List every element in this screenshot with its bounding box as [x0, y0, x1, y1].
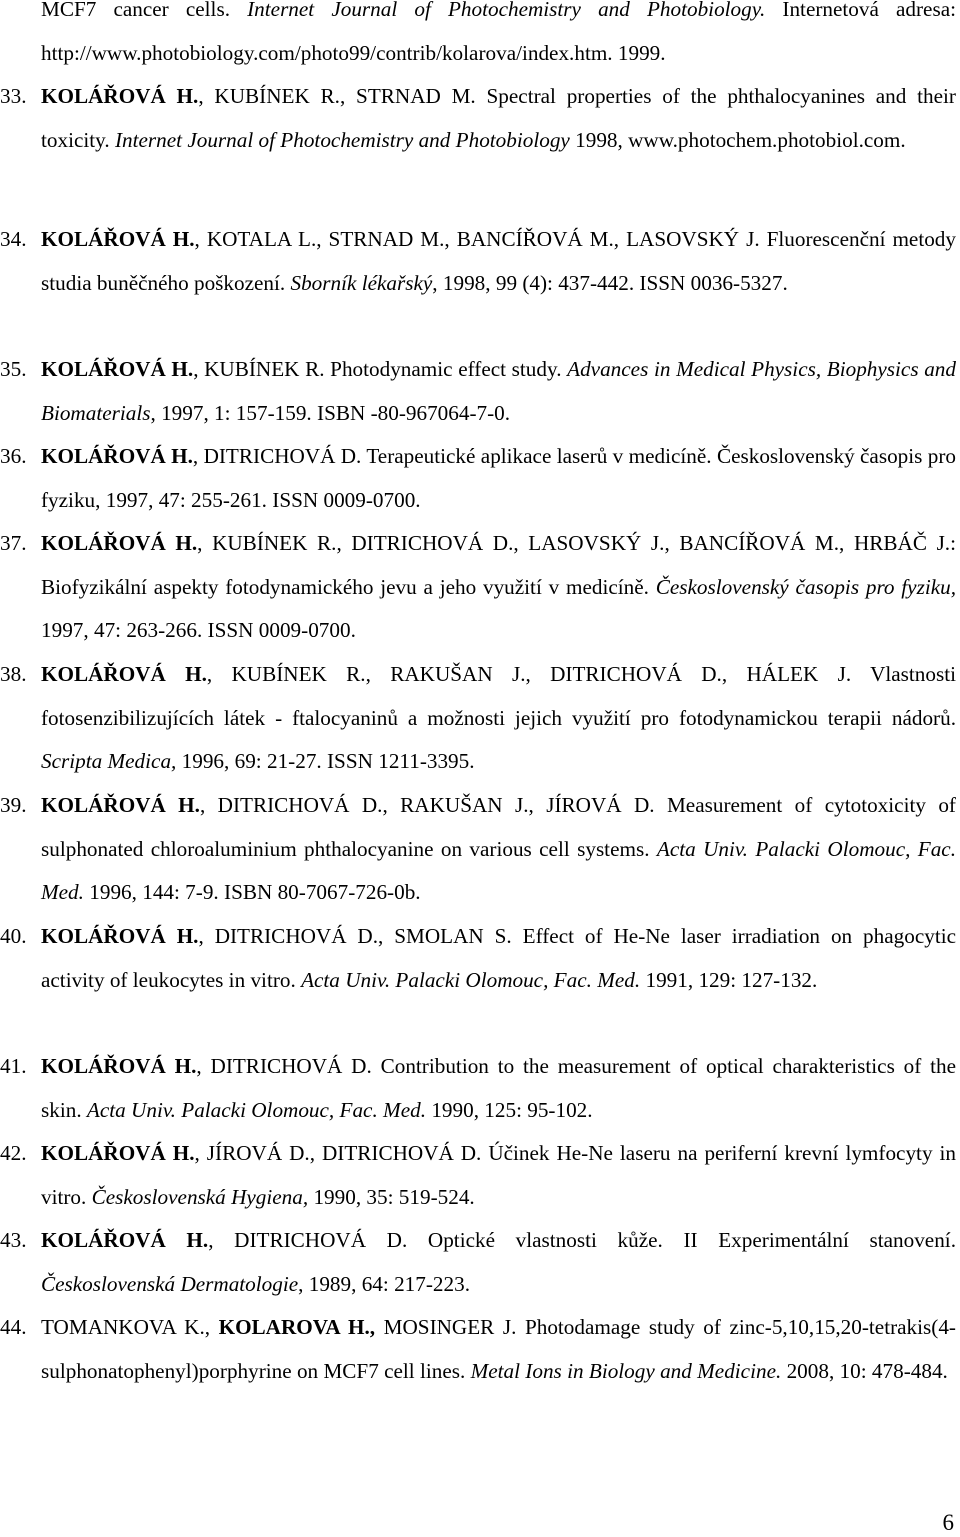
ref-title: Terapeutické aplikace laserů v medicíně.	[361, 444, 717, 468]
ref-text: Internetová adresa: http://www.photobiology.com/photo99/contrib/kolarova/index.htm. 1999.	[41, 0, 956, 65]
ref-journal: Československý časopis pro fyziku,	[655, 574, 956, 599]
ref-journal: Sborník lékařský	[290, 270, 433, 295]
ref-journal: Internet Journal of Photochemistry and Photobiology	[114, 127, 570, 152]
reference-41	[0, 1045, 957, 1132]
ref-number: 40.	[0, 924, 27, 948]
ref-rest: 1996, 144: 7-9. ISBN 80-7067-726-0b.	[83, 880, 421, 904]
ref-rest: 2008, 10: 478-484.	[781, 1358, 948, 1383]
ref-journal: Internet Journal of Photochemistry and Photobiology.	[247, 0, 766, 21]
ref-authors: , KUBÍNEK R.	[193, 357, 325, 381]
ref-authors: , DITRICHOVÁ D., RAKUŠAN J., JÍROVÁ D.	[199, 793, 655, 817]
ref-title: Účinek He-Ne laseru na periferní krevní lymfocyty in vitro.	[41, 1141, 956, 1209]
ref-bold-author: KOLÁŘOVÁ H.	[41, 227, 195, 251]
ref-title: Contribution to the measurement of optical charakteristics of the skin.	[41, 1054, 957, 1122]
reference-42	[0, 1132, 956, 1219]
ref-bold-author: KOLÁŘOVÁ H.	[41, 531, 198, 555]
ref-number: 33.	[0, 84, 27, 108]
ref-bold-author: KOLÁŘOVÁ H.	[41, 1141, 195, 1165]
reference-43	[0, 1219, 956, 1306]
ref-rest: Československý časopis pro fyziku, 1997, 47: 255-261. ISSN 0009-0700.	[41, 444, 956, 512]
ref-bold-author: KOLÁŘOVÁ H.	[41, 84, 199, 108]
ref-title: Photodynamic effect study.	[324, 357, 568, 381]
ref-title: Optické vlastnosti kůže. II Experimentální stanovení.	[407, 1228, 956, 1252]
ref-number: 42.	[0, 1141, 27, 1165]
ref-bold-author: KOLÁŘOVÁ H.	[41, 793, 200, 817]
ref-title: Vlastnosti fotosenzibilizujících látek - ftalocyaninů a možnosti jejich využití pro fotodynamickou terapii nádorů.	[41, 662, 957, 730]
reference-continued	[41, 0, 956, 75]
ref-authors: , JÍROVÁ D., DITRICHOVÁ D.	[194, 1141, 482, 1165]
ref-authors: , KUBÍNEK R., STRNAD M.	[198, 84, 476, 108]
ref-title: : Biofyzikální aspekty fotodynamického jevu a jeho využití v medicíně.	[41, 531, 956, 599]
ref-authors: , KUBÍNEK R., RAKUŠAN J., DITRICHOVÁ D., HÁLEK J.	[206, 662, 852, 686]
ref-number: 38.	[0, 662, 27, 686]
ref-number: 35.	[0, 357, 27, 381]
ref-rest: , 1997, 1: 157-159. ISBN -80-967064-7-0.	[150, 400, 511, 425]
ref-text: MCF7 cancer cells.	[41, 0, 248, 21]
ref-title: Effect of He-Ne laser irradiation on phagocytic activity of leukocytes in vitro.	[41, 924, 956, 992]
ref-journal: Československá Hygiena,	[91, 1184, 309, 1209]
ref-journal: Acta Univ. Palacki Olomouc, Fac. Med.	[86, 1097, 427, 1122]
ref-journal: Acta Univ. Palacki Olomouc, Fac. Med.	[41, 836, 957, 904]
reference-33	[0, 75, 956, 162]
ref-rest: , 1998, 99 (4): 437-442. ISSN 0036-5327.	[432, 270, 788, 295]
ref-journal: Československá Dermatologie	[41, 1271, 299, 1296]
ref-pre-author: TOMANKOVA K.,	[41, 1315, 219, 1339]
ref-number: 43.	[0, 1228, 27, 1252]
ref-authors: , KUBÍNEK R., DITRICHOVÁ D., LASOVSKÝ J., BANCÍŘOVÁ M., HRBÁČ J.	[197, 531, 951, 555]
ref-number: 36.	[0, 444, 27, 468]
reference-44	[0, 1306, 956, 1393]
ref-authors: , DITRICHOVÁ D.	[208, 1228, 408, 1252]
reference-36	[0, 435, 956, 522]
ref-title: Photodamage study of zinc-5,10,15,20-tetrakis(4-sulphonatophenyl)porphyrine on MCF7 cell lines.	[41, 1315, 956, 1383]
ref-bold-author: KOLÁŘOVÁ H.	[41, 444, 193, 468]
ref-authors: , DITRICHOVÁ D., SMOLAN S.	[198, 924, 512, 948]
ref-authors: , KOTALA L., STRNAD M., BANCÍŘOVÁ M., LASOVSKÝ J.	[194, 227, 760, 251]
reference-37	[0, 522, 956, 653]
ref-number: 39.	[0, 793, 27, 817]
ref-rest: , 1989, 64: 217-223.	[298, 1271, 470, 1296]
ref-number: 41.	[0, 1054, 27, 1078]
ref-journal: Acta Univ. Palacki Olomouc, Fac. Med.	[301, 967, 641, 992]
ref-journal: Advances in Medical Physics, Biophysics and Biomaterials	[41, 357, 956, 425]
page-number: 6	[942, 1510, 954, 1535]
ref-number: 44.	[0, 1315, 27, 1339]
ref-title: Fluorescenční metody studia buněčného poškození.	[41, 227, 956, 295]
ref-bold-author: KOLÁŘOVÁ H.	[41, 357, 194, 381]
ref-rest: 1996, 69: 21-27. ISSN 1211-3395.	[176, 749, 475, 773]
reference-35	[0, 348, 956, 435]
ref-journal: Scripta Medica,	[41, 749, 177, 773]
ref-number: 34.	[0, 227, 27, 251]
ref-rest: 1990, 125: 95-102.	[426, 1097, 593, 1122]
ref-rest: 1991, 129: 127-132.	[640, 967, 818, 992]
ref-title: Measurement of cytotoxicity of sulphonated chloroaluminium phthalocyanine on various cell systems.	[41, 793, 956, 861]
ref-authors: , DITRICHOVÁ D.	[196, 1054, 372, 1078]
ref-number: 37.	[0, 531, 27, 555]
ref-bold-author: KOLÁŘOVÁ H.	[41, 662, 207, 686]
ref-bold-author: KOLÁŘOVÁ H.	[41, 1228, 209, 1252]
reference-39	[0, 784, 957, 915]
reference-40	[0, 915, 956, 1002]
ref-authors: , DITRICHOVÁ D.	[192, 444, 362, 468]
ref-rest: 1997, 47: 263-266. ISSN 0009-0700.	[41, 618, 356, 642]
ref-authors: MOSINGER J.	[375, 1315, 517, 1339]
reference-34	[0, 218, 956, 305]
ref-bold-author: KOLÁŘOVÁ H.	[41, 1054, 197, 1078]
ref-bold-author: KOLAROVA H.,	[218, 1315, 376, 1339]
ref-title: Spectral properties of the phthalocyanines and their toxicity.	[41, 84, 956, 152]
ref-rest: 1998, www.photochem.photobiol.com.	[569, 127, 906, 152]
ref-rest: 1990, 35: 519-524.	[308, 1184, 475, 1209]
ref-bold-author: KOLÁŘOVÁ H.	[41, 924, 199, 948]
ref-journal: Metal Ions in Biology and Medicine.	[470, 1358, 782, 1383]
reference-38	[0, 653, 957, 784]
